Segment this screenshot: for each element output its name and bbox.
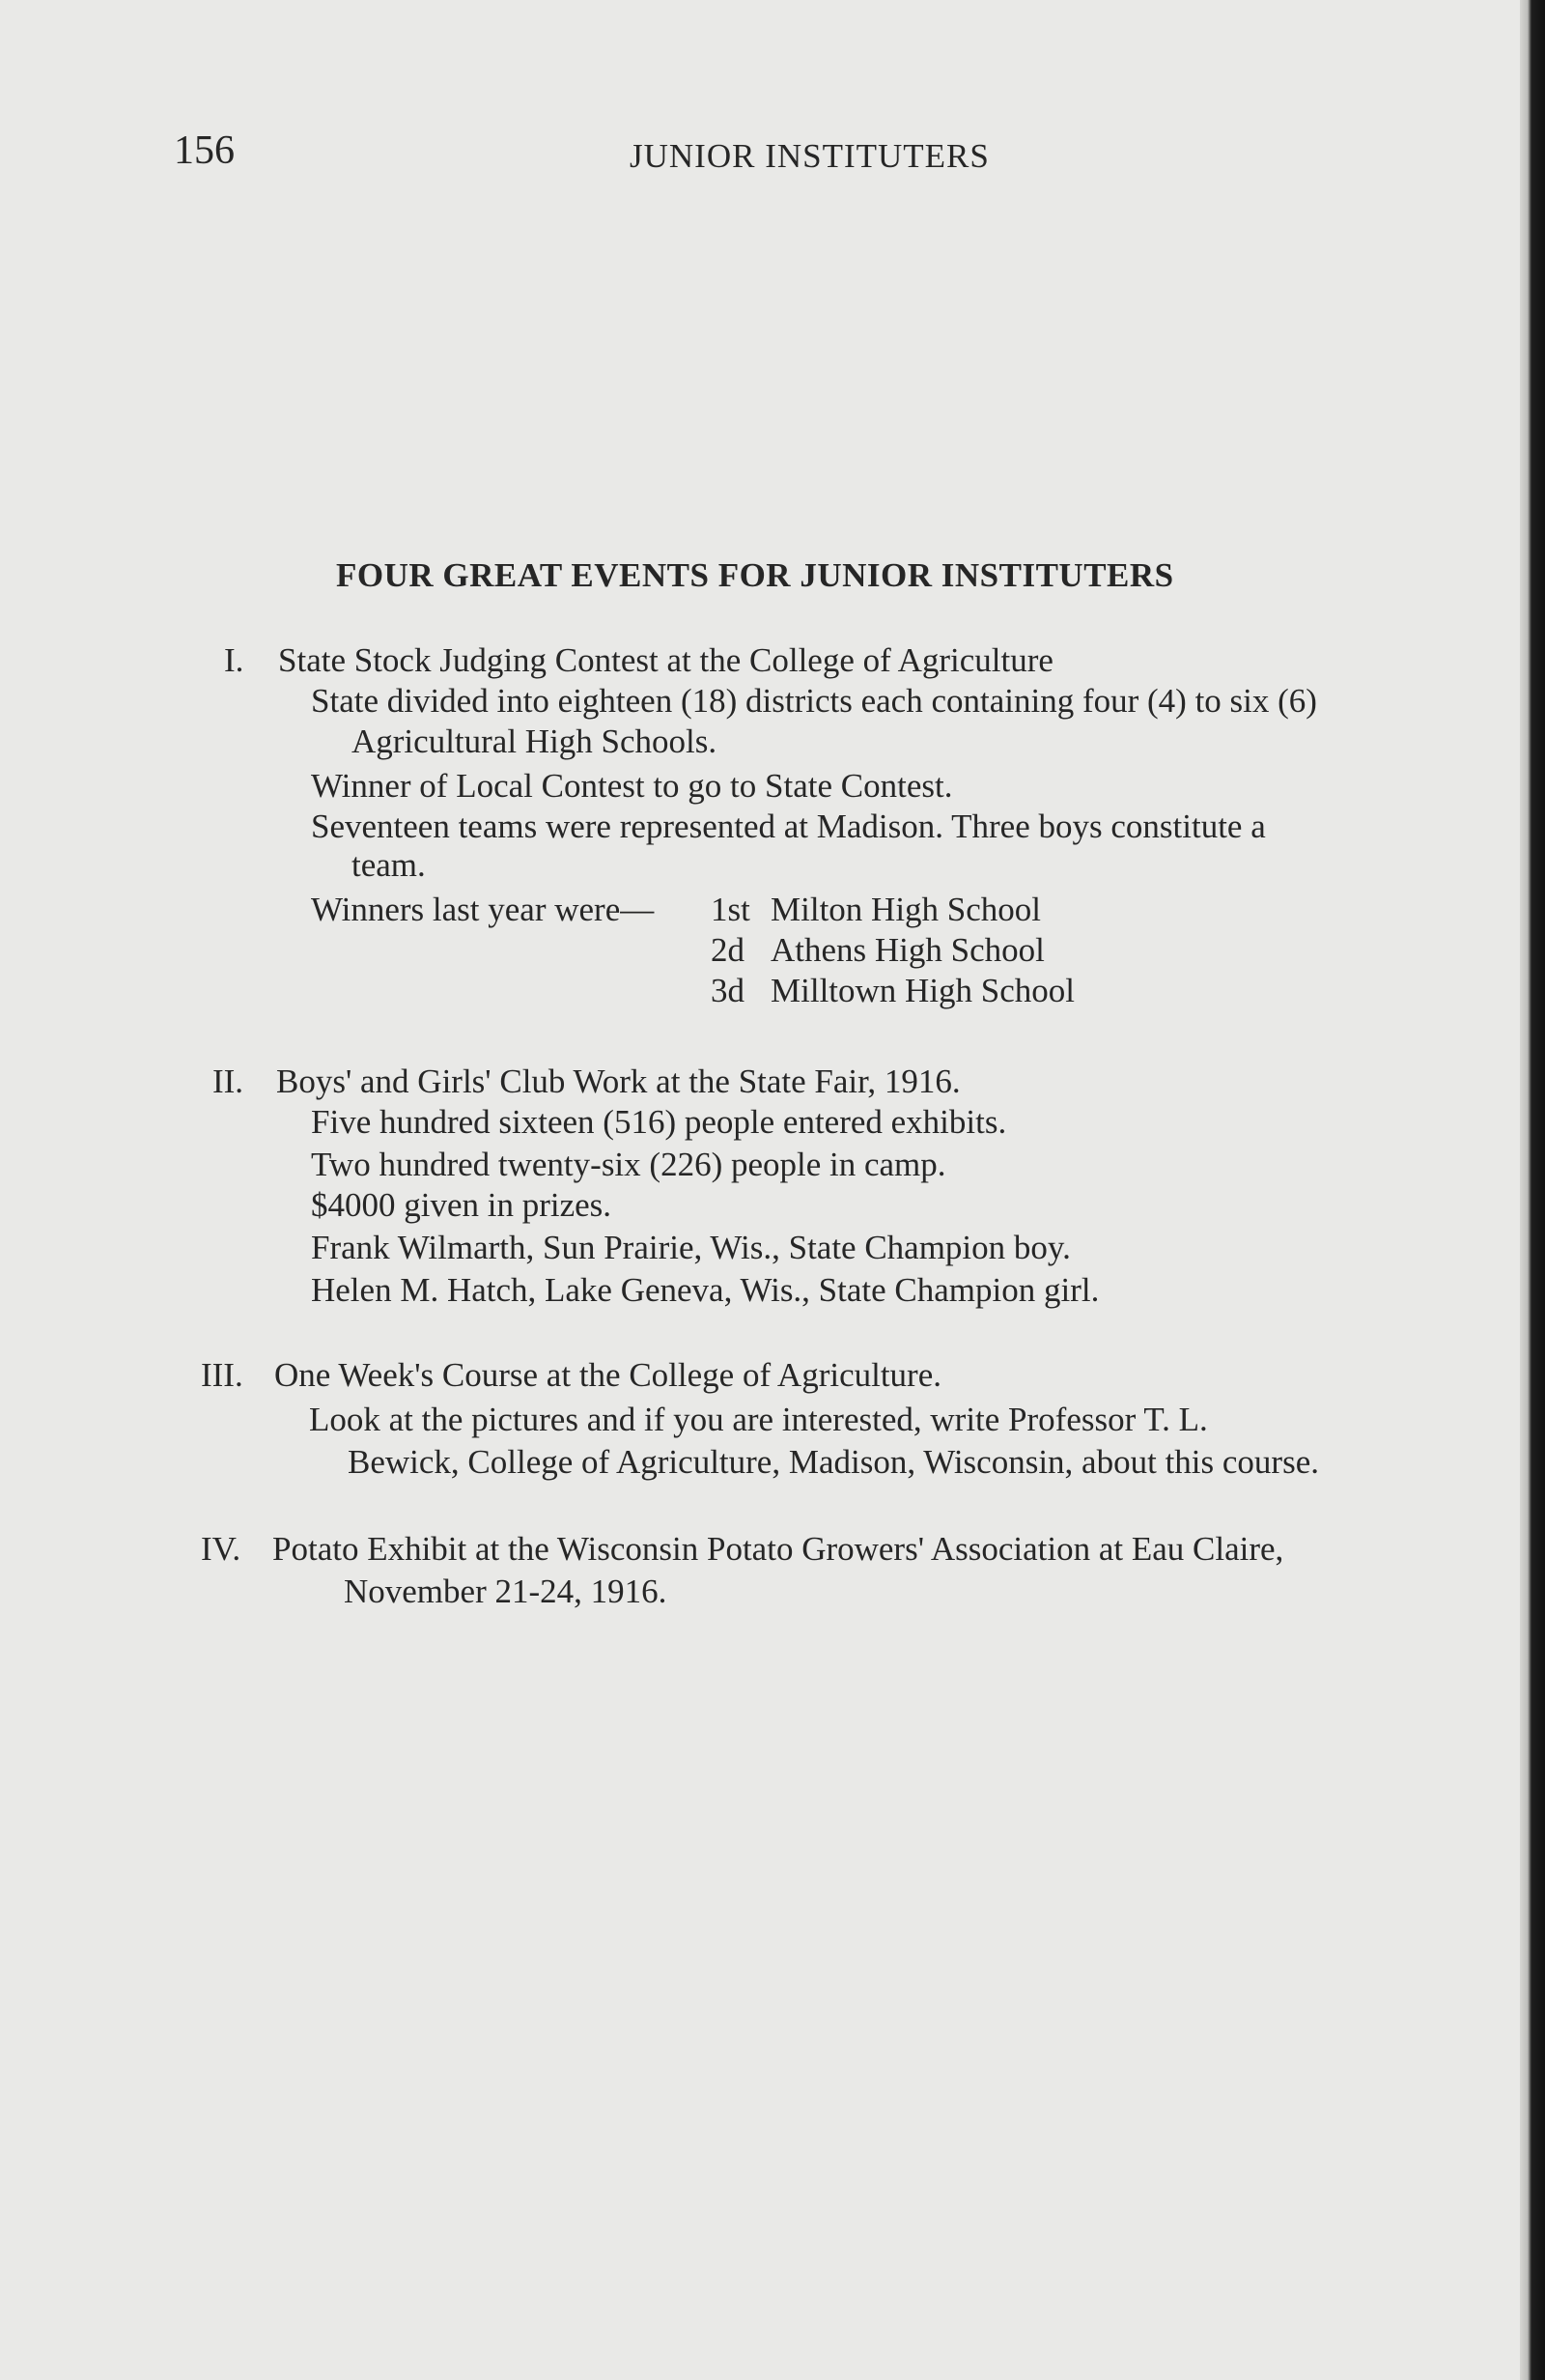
event-line: Helen M. Hatch, Lake Geneva, Wis., State Champion girl. [311, 1271, 1100, 1309]
winner-place: 3d [711, 972, 744, 1009]
winner-place: 1st [711, 891, 750, 928]
event-line: Look at the pictures and if you are interested, write Professor T. L. [309, 1401, 1208, 1438]
event-line: Frank Wilmarth, Sun Prairie, Wis., State Champion boy. [311, 1229, 1071, 1266]
event-heading: State Stock Judging Contest at the College of Agriculture [278, 641, 1053, 679]
event-numeral: II. [212, 1062, 244, 1100]
event-line: Winner of Local Contest to go to State Contest. [311, 767, 953, 805]
page-binding-edge [1520, 0, 1545, 2380]
event-numeral: I. [224, 641, 244, 679]
winner-school: Milltown High School [771, 972, 1076, 1009]
event-line: Five hundred sixteen (516) people entered exhibits. [311, 1103, 1007, 1141]
section-title: FOUR GREAT EVENTS FOR JUNIOR INSTITUTERS [336, 556, 1174, 594]
winners-label: Winners last year were— [311, 891, 655, 928]
event-line: $4000 given in prizes. [311, 1186, 612, 1224]
event-line: November 21-24, 1916. [344, 1572, 667, 1610]
event-line: team. [351, 846, 426, 884]
event-line: Two hundred twenty-six (226) people in camp. [311, 1146, 946, 1183]
winner-place: 2d [711, 931, 744, 969]
event-line: Seventeen teams were represented at Madison. Three boys constitute a [311, 808, 1266, 845]
running-head: JUNIOR INSTITUTERS [630, 137, 990, 175]
page-number: 156 [174, 128, 235, 173]
winner-school: Milton High School [771, 891, 1042, 928]
event-line: Agricultural High Schools. [351, 722, 717, 760]
event-numeral: IV. [201, 1530, 241, 1568]
event-heading: Boys' and Girls' Club Work at the State Fair, 1916. [276, 1062, 961, 1100]
event-line: State divided into eighteen (18) districts each containing four (4) to six (6) [311, 682, 1317, 720]
event-line: Bewick, College of Agriculture, Madison, Wisconsin, about this course. [348, 1443, 1319, 1481]
event-numeral: III. [201, 1356, 243, 1394]
winner-school: Athens High School [771, 931, 1045, 969]
event-heading: One Week's Course at the College of Agriculture. [274, 1356, 941, 1394]
event-heading: Potato Exhibit at the Wisconsin Potato Growers' Association at Eau Claire, [272, 1530, 1284, 1568]
